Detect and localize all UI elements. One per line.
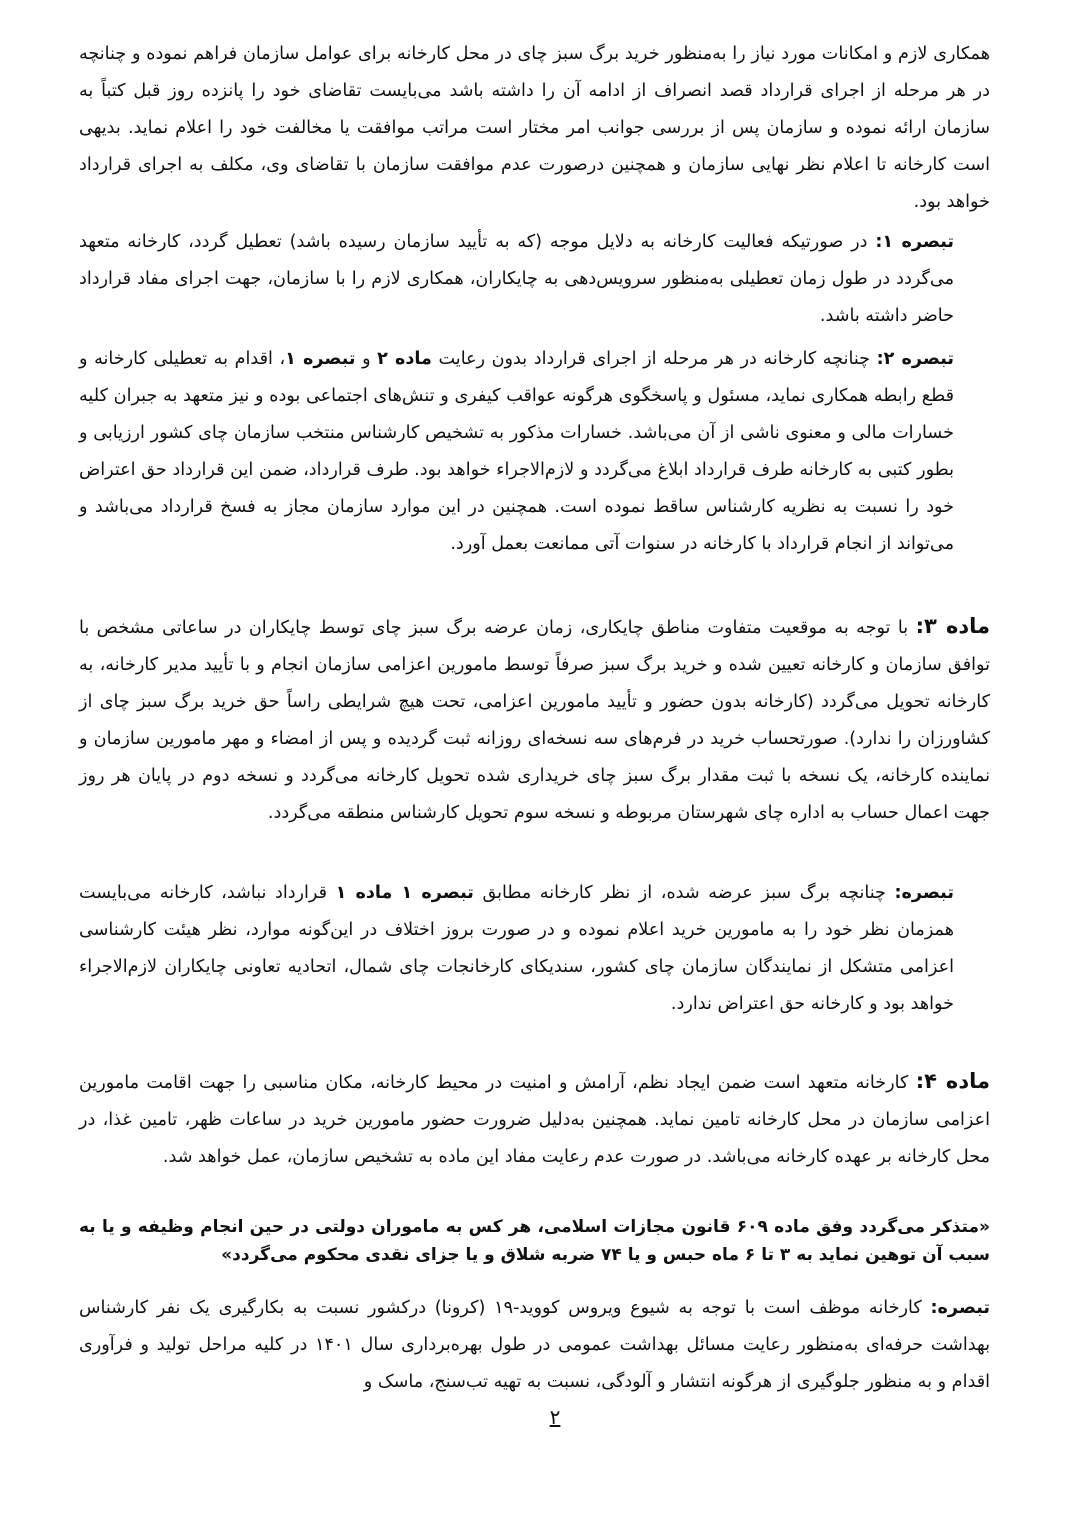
note-3 bbox=[79, 875, 954, 1023]
note-4-label: تبصره: bbox=[930, 1298, 990, 1318]
article-4-text: کارخانه متعهد است ضمن ایجاد نظم، آرامش و امنیت در محیط کارخانه، مکان مناسبی را جهت اقامت مامورین اعزامی سازمان در محل کارخانه تامین نماید. همچنین به‌دلیل ضرورت حضور مامورین خرید در ساعات ظهر، تامین غذا، در محل کارخانه بر عهده کارخانه می‌باشد. در صورت عدم رعایت مفاد این ماده به تشخیص سازمان، عمل خواهد شد. bbox=[79, 1073, 990, 1167]
legal-warning-quote: «متذکر می‌گردد وفق ماده ۶۰۹ قانون مجازات اسلامی، هر کس به ماموران دولتی در حین انجام وظیفه و یا به سبب آن توهین نماید به ۳ تا ۶ ماه حبس و یا ۷۴ ضربه شلاق و یا جزای نقدی محکوم می‌گردد» bbox=[79, 1217, 990, 1265]
paragraph-intro bbox=[79, 36, 990, 221]
note-1-text: در صورتیکه فعالیت کارخانه به دلایل موجه (که به تأیید سازمان رسیده باشد) تعطیل گردد، کارخانه متعهد می‌گردد در طول زمان تعطیلی به‌منظور سرویس‌دهی به چایکاران، همکاری لازم را با سازمان، جهت اجرای مفاد قرارداد حاضر داشته باشد. bbox=[79, 232, 954, 326]
article-3-text: با توجه به موقعیت متفاوت مناطق چایکاری، زمان عرضه برگ سبز چای توسط چایکاران در ساعاتی مشخص با توافق سازمان و کارخانه تعیین شده و خرید برگ سبز صرفاً توسط مامورین اعزامی سازمان انجام و با تأیید مدیر کارخانه، به کارخانه تحویل می‌گردد (کارخانه بدون حضور و تأیید مامورین اعزامی، تحت هیچ شرایطی راساً حق خرید برگ سبز چای از کشاورزان را ندارد). صورتحساب خرید در فرم‌های سه نسخه‌ای روزانه ثبت گردیده و پس از امضاء و مهر مامورین سازمان و نماینده کارخانه، یک نسخه با ثبت مقدار برگ سبز چای خریداری شده تحویل کارخانه می‌گردد و نسخه دوم در پایان هر روز جهت اعمال حساب به اداره چای شهرستان مربوطه و نسخه سوم تحویل کارشناس منطقه می‌گردد. bbox=[79, 618, 990, 823]
note-2-label: تبصره ۲: bbox=[876, 349, 954, 369]
note-2-text-a: چنانچه کارخانه در هر مرحله از اجرای قرارداد بدون رعایت bbox=[431, 349, 877, 369]
note-3-text-a: چنانچه برگ سبز عرضه شده، از نظر کارخانه مطابق bbox=[473, 883, 895, 903]
note-2 bbox=[79, 341, 954, 563]
note-3-label: تبصره: bbox=[894, 883, 954, 903]
note-1 bbox=[79, 224, 954, 335]
note-4-text: کارخانه موظف است با توجه به شیوع ویروس کووید-۱۹ (کرونا) درکشور نسبت به بکارگیری یک نفر کارشناس بهداشت حرفه‌ای به‌منظور رعایت مسائل بهداشت عمومی در طول بهره‌برداری سال ۱۴۰۱ در کلیه مراحل تولید و فرآوری اقدام و به منظور جلوگیری از هرگونه انتشار و آلودگی، نسبت به تهیه تب‌سنج، ماسک و bbox=[79, 1298, 990, 1392]
article-4-label: ماده ۴: bbox=[915, 1069, 990, 1093]
note-1-label: تبصره ۱: bbox=[875, 232, 954, 252]
article-3-label: ماده ۳: bbox=[915, 614, 991, 638]
note-2-text-b: و bbox=[355, 349, 378, 369]
note-2-text-c: ، اقدام به تعطیلی کارخانه و قطع رابطه همکاری نماید، مسئول و پاسخگوی هرگونه عواقب کیفری و تنش‌های اجتماعی بوده و نیز متعهد به جبران کلیه خسارات مالی و معنوی ناشی از آن می‌باشد. خسارات مذکور به تشخیص کارشناس منتخب سازمان چای کشور ارزیابی و بطور کتبی به کارخانه طرف قرارداد ابلاغ می‌گردد و لازم‌الاجراء خواهد بود. طرف قرارداد، ضمن این قرارداد حق اعتراض خود را نسبت به نظریه کارشناس ساقط نموده است. همچنین در این موارد سازمان مجاز به فسخ قرارداد می‌باشد و می‌تواند از انجام قرارداد با کارخانه در سنوات آتی ممانعت بعمل آورد. bbox=[79, 349, 954, 554]
note-4 bbox=[79, 1290, 990, 1401]
note-2-ref-article: ماده ۲ bbox=[377, 349, 432, 369]
page-number: ۲ bbox=[549, 1405, 561, 1429]
note-3-text-b: قرارداد نباشد، کارخانه می‌بایست همزمان نظر خود را به مامورین خرید اعلام نموده و در صورت بروز اختلاف در این‌گونه موارد، نظر هیئت کارشناسی اعزامی متشکل از نمایندگان سازمان چای کشور، سندیکای کارخانجات چای شمال، اتحادیه تعاونی چایکاران لازم‌الاجراء خواهد بود و کارخانه حق اعتراض ندارد. bbox=[79, 883, 954, 1014]
paragraph-intro-text: همکاری لازم و امکانات مورد نیاز را به‌منظور خرید برگ سبز چای در محل کارخانه برای عوامل سازمان فراهم نموده و چنانچه در هر مرحله از اجرای قرارداد قصد انصراف از ادامه آن را داشته باشد می‌بایست تقاضای خود را پانزده روز قبل کتباً به سازمان ارائه نموده و سازمان پس از بررسی جوانب امر مختار است مراتب موافقت یا مخالفت خود را اعلام نماید. بدیهی است کارخانه تا اعلام نظر نهایی سازمان و همچنین درصورت عدم موافقت سازمان با تقاضای وی، مکلف به اجرای قرارداد خواهد بود. bbox=[79, 44, 990, 212]
article-4 bbox=[79, 1063, 990, 1176]
article-3 bbox=[79, 608, 990, 832]
note-2-ref-note: تبصره ۱ bbox=[285, 349, 356, 369]
note-3-ref: تبصره ۱ ماده ۱ bbox=[335, 883, 474, 903]
